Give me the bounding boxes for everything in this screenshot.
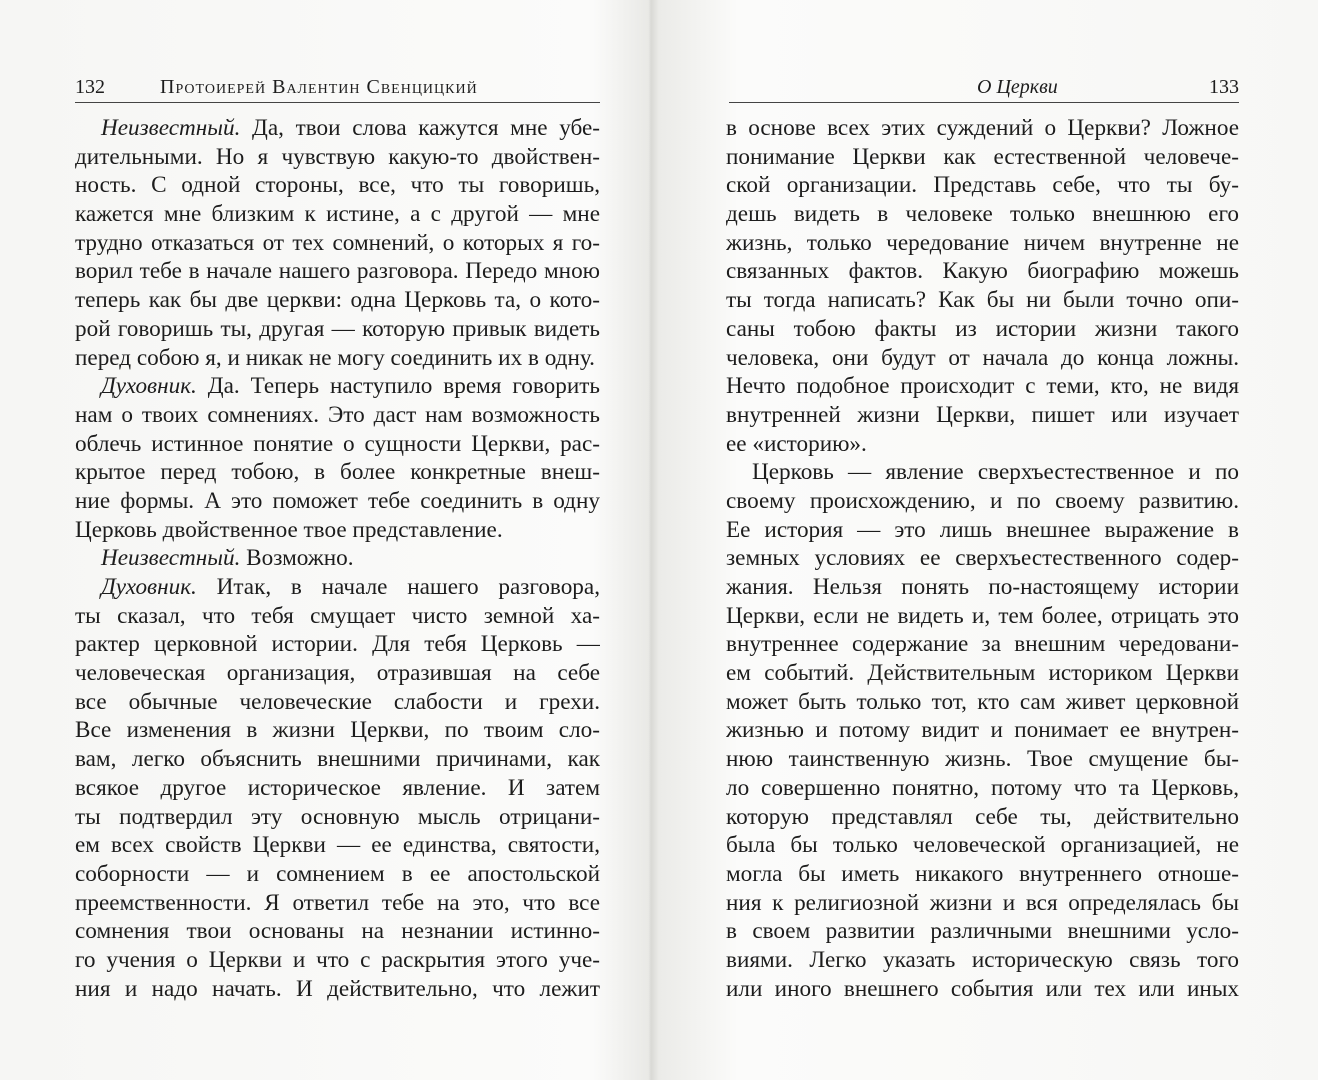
text-line [75,344,600,373]
page-number-left: 132 [75,76,105,98]
text-line [75,659,600,688]
text-line [75,602,600,631]
line-text: ты тогда написать? Как бы ни были точно опи- [726,287,1239,314]
line-text: ем всех свойств Церкви — ее единства, святости, [75,832,600,859]
speaker-label: Духовник. [101,373,197,400]
line-text: которую представлял себе ты, действительно [726,803,1239,830]
text-line [75,430,600,459]
line-text: Все изменения в жизни Церкви, по твоим сло- [75,717,600,744]
text-line [726,602,1239,631]
line-text: дешь видеть в человеке только внешнюю его [726,201,1239,228]
line-text: ния и надо начать. И действительно, что лежит [75,975,600,1002]
text-line [726,975,1239,1004]
line-text: ворил тебе в начале нашего разговора. Передо мною [75,258,600,285]
text-line [726,143,1239,172]
text-line [726,401,1239,430]
text-line [726,831,1239,860]
line-text: нюю таинственную жизнь. Твое смущение бы- [726,746,1239,773]
text-line [75,745,600,774]
line-text: Церкви, если не видеть и, тем более, отрицать это [726,602,1239,629]
line-text: вам, легко объяснить внешними причинами, как [75,746,600,773]
text-line [75,889,600,918]
line-text: трудно отказаться от тех сомнений, о которых я го- [75,229,600,256]
text-line [75,171,600,200]
text-line [75,975,600,1004]
text-line [726,315,1239,344]
line-text: внутреннее содержание за внешним чередовани- [726,631,1239,658]
line-text: Да, твои слова кажутся мне убе- [240,115,600,141]
line-text: ской организации. Представь себе, что ты бу- [726,172,1239,199]
line-text: в основе всех этих суждений о Церкви? Ложное [726,115,1239,141]
text-line [75,229,600,258]
text-line [75,774,600,803]
line-text: понимание Церкви как естественной человече- [726,143,1239,170]
line-text: ние формы. А это поможет тебе соединить в одну [75,487,600,514]
line-text: жания. Нельзя понять по-настоящему истории [726,574,1239,600]
line-text: жизнь, только чередование ничем внутренне не [726,229,1239,256]
left-page-body [75,114,600,1003]
line-text: связанных фактов. Какую биографию можешь [726,258,1239,285]
line-text: перед собою я, и никак не могу соединить их в одну. [75,344,595,371]
text-line [726,516,1239,545]
text-line [726,716,1239,745]
text-line [726,372,1239,401]
text-line [75,372,600,401]
line-text: земных условиях ее сверхъестественного содер- [726,545,1239,572]
speaker-label: Неизвестный. [101,545,241,572]
text-line [75,200,600,229]
line-text: ты подтвердил эту основную мысль отрицани- [75,803,600,830]
line-text: крытое перед тобою, в более конкретные внеш- [75,459,600,486]
line-text: все обычные человеческие слабости и грехи. [75,688,600,715]
line-text: теперь как бы две церкви: одна Церковь та, о кото- [75,287,600,314]
text-line [75,257,600,286]
line-text: Церковь двойственное твое представление. [75,516,503,543]
right-page [659,0,1318,1080]
text-line [726,200,1239,229]
text-line [726,889,1239,918]
text-line [726,487,1239,516]
text-line [75,458,600,487]
text-line [726,458,1239,487]
text-line [75,401,600,430]
left-page-header [75,72,600,103]
running-head-left: Протоиерей Валентин Свенцицкий [160,76,478,98]
speaker-label: Неизвестный. [101,115,241,141]
right-page-header [729,72,1239,103]
line-text: го учения о Церкви и что с раскрытия этого уче- [75,946,600,973]
text-line [75,487,600,516]
text-line [726,544,1239,573]
line-text: была бы только человеческой организацией, не [726,832,1239,859]
line-text: виями. Легко указать историческую связь того [726,946,1239,973]
line-text: Возможно. [240,545,354,572]
text-line [75,286,600,315]
line-text: может быть только тот, кто сам живет церковной [726,688,1239,715]
line-text: преемственности. Я ответил тебе на это, что все [75,889,600,916]
text-line [726,803,1239,832]
text-line [75,688,600,717]
text-line [75,946,600,975]
text-line [75,716,600,745]
line-text: соборности — и сомнением в ее апостольской [75,860,600,887]
text-line [726,860,1239,889]
text-line [726,659,1239,688]
text-line [726,286,1239,315]
line-text: жизнью и потому видит и понимает ее внутрен- [726,717,1239,744]
line-text: Ее история — это лишь внешнее выражение в [726,516,1239,543]
text-line [75,315,600,344]
text-line [726,630,1239,659]
line-text: Итак, в начале нашего разговора, [196,574,600,600]
line-text: человеческая организация, отразившая на себе [75,660,600,687]
text-line [726,946,1239,975]
text-line [726,171,1239,200]
right-page-body [726,114,1239,1003]
text-line [726,745,1239,774]
text-line [75,860,600,889]
text-line [726,344,1239,373]
line-text: ло совершенно понятно, потому что та Церковь, [726,774,1239,801]
page-number-right: 133 [1209,76,1239,98]
line-text: рактер церковной истории. Для тебя Церковь — [75,631,600,658]
text-line [726,229,1239,258]
text-line [75,573,600,602]
line-text: или иного внешнего события или тех или иных [726,975,1239,1002]
text-line [726,114,1239,143]
text-line [75,803,600,832]
line-text: в своем развитии различными внешними усло- [726,918,1239,945]
line-text: могла бы иметь никакого внутреннего отноше- [726,860,1239,887]
text-line [75,143,600,172]
text-line [75,114,600,143]
line-text: всякое другое историческое явление. И затем [75,774,600,801]
line-text: саны тобою факты из истории жизни такого [726,315,1239,342]
line-text: ния к религиозной жизни и вся определялась бы [726,889,1239,916]
line-text: кажется мне близким к истине, а с другой — мне [75,201,600,228]
running-head-right: О Церкви [977,76,1058,98]
text-line [726,688,1239,717]
line-text: Нечто подобное происходит с теми, кто, не видя [726,373,1239,400]
line-text: облечь истинное понятие о сущности Церкви, рас- [75,430,600,457]
speaker-label: Духовник. [101,574,197,600]
text-line [726,257,1239,286]
line-text: ее «историю». [726,430,867,457]
line-text: ты сказал, что тебя смущает чисто земной ха- [75,602,600,629]
line-text: человека, они будут от начала до конца ложны. [726,344,1239,371]
line-text: рой говоришь ты, другая — которую привык видеть [75,315,600,342]
line-text: дительными. Но я чувствую какую-то двойствен- [75,143,600,170]
line-text: внутренней жизни Церкви, пишет или изучает [726,401,1239,428]
line-text: ность. С одной стороны, все, что ты говоришь, [75,172,600,199]
line-text: сомнения твои основаны на незнании истинно- [75,918,600,945]
text-line [726,774,1239,803]
text-line [726,917,1239,946]
text-line [726,430,1239,459]
text-line [75,831,600,860]
text-line [75,917,600,946]
line-text: своему происхождению, и по своему развитию. [726,487,1239,514]
line-text: Церковь — явление сверхъестественное и по [752,459,1239,486]
text-line [75,630,600,659]
text-line [75,544,600,573]
text-line [726,573,1239,602]
line-text: ем событий. Действительным историком Церкви [726,660,1239,687]
line-text: Да. Теперь наступило время говорить [196,373,600,400]
line-text: нам о твоих сомнениях. Это даст нам возможность [75,401,600,428]
text-line [75,516,600,545]
